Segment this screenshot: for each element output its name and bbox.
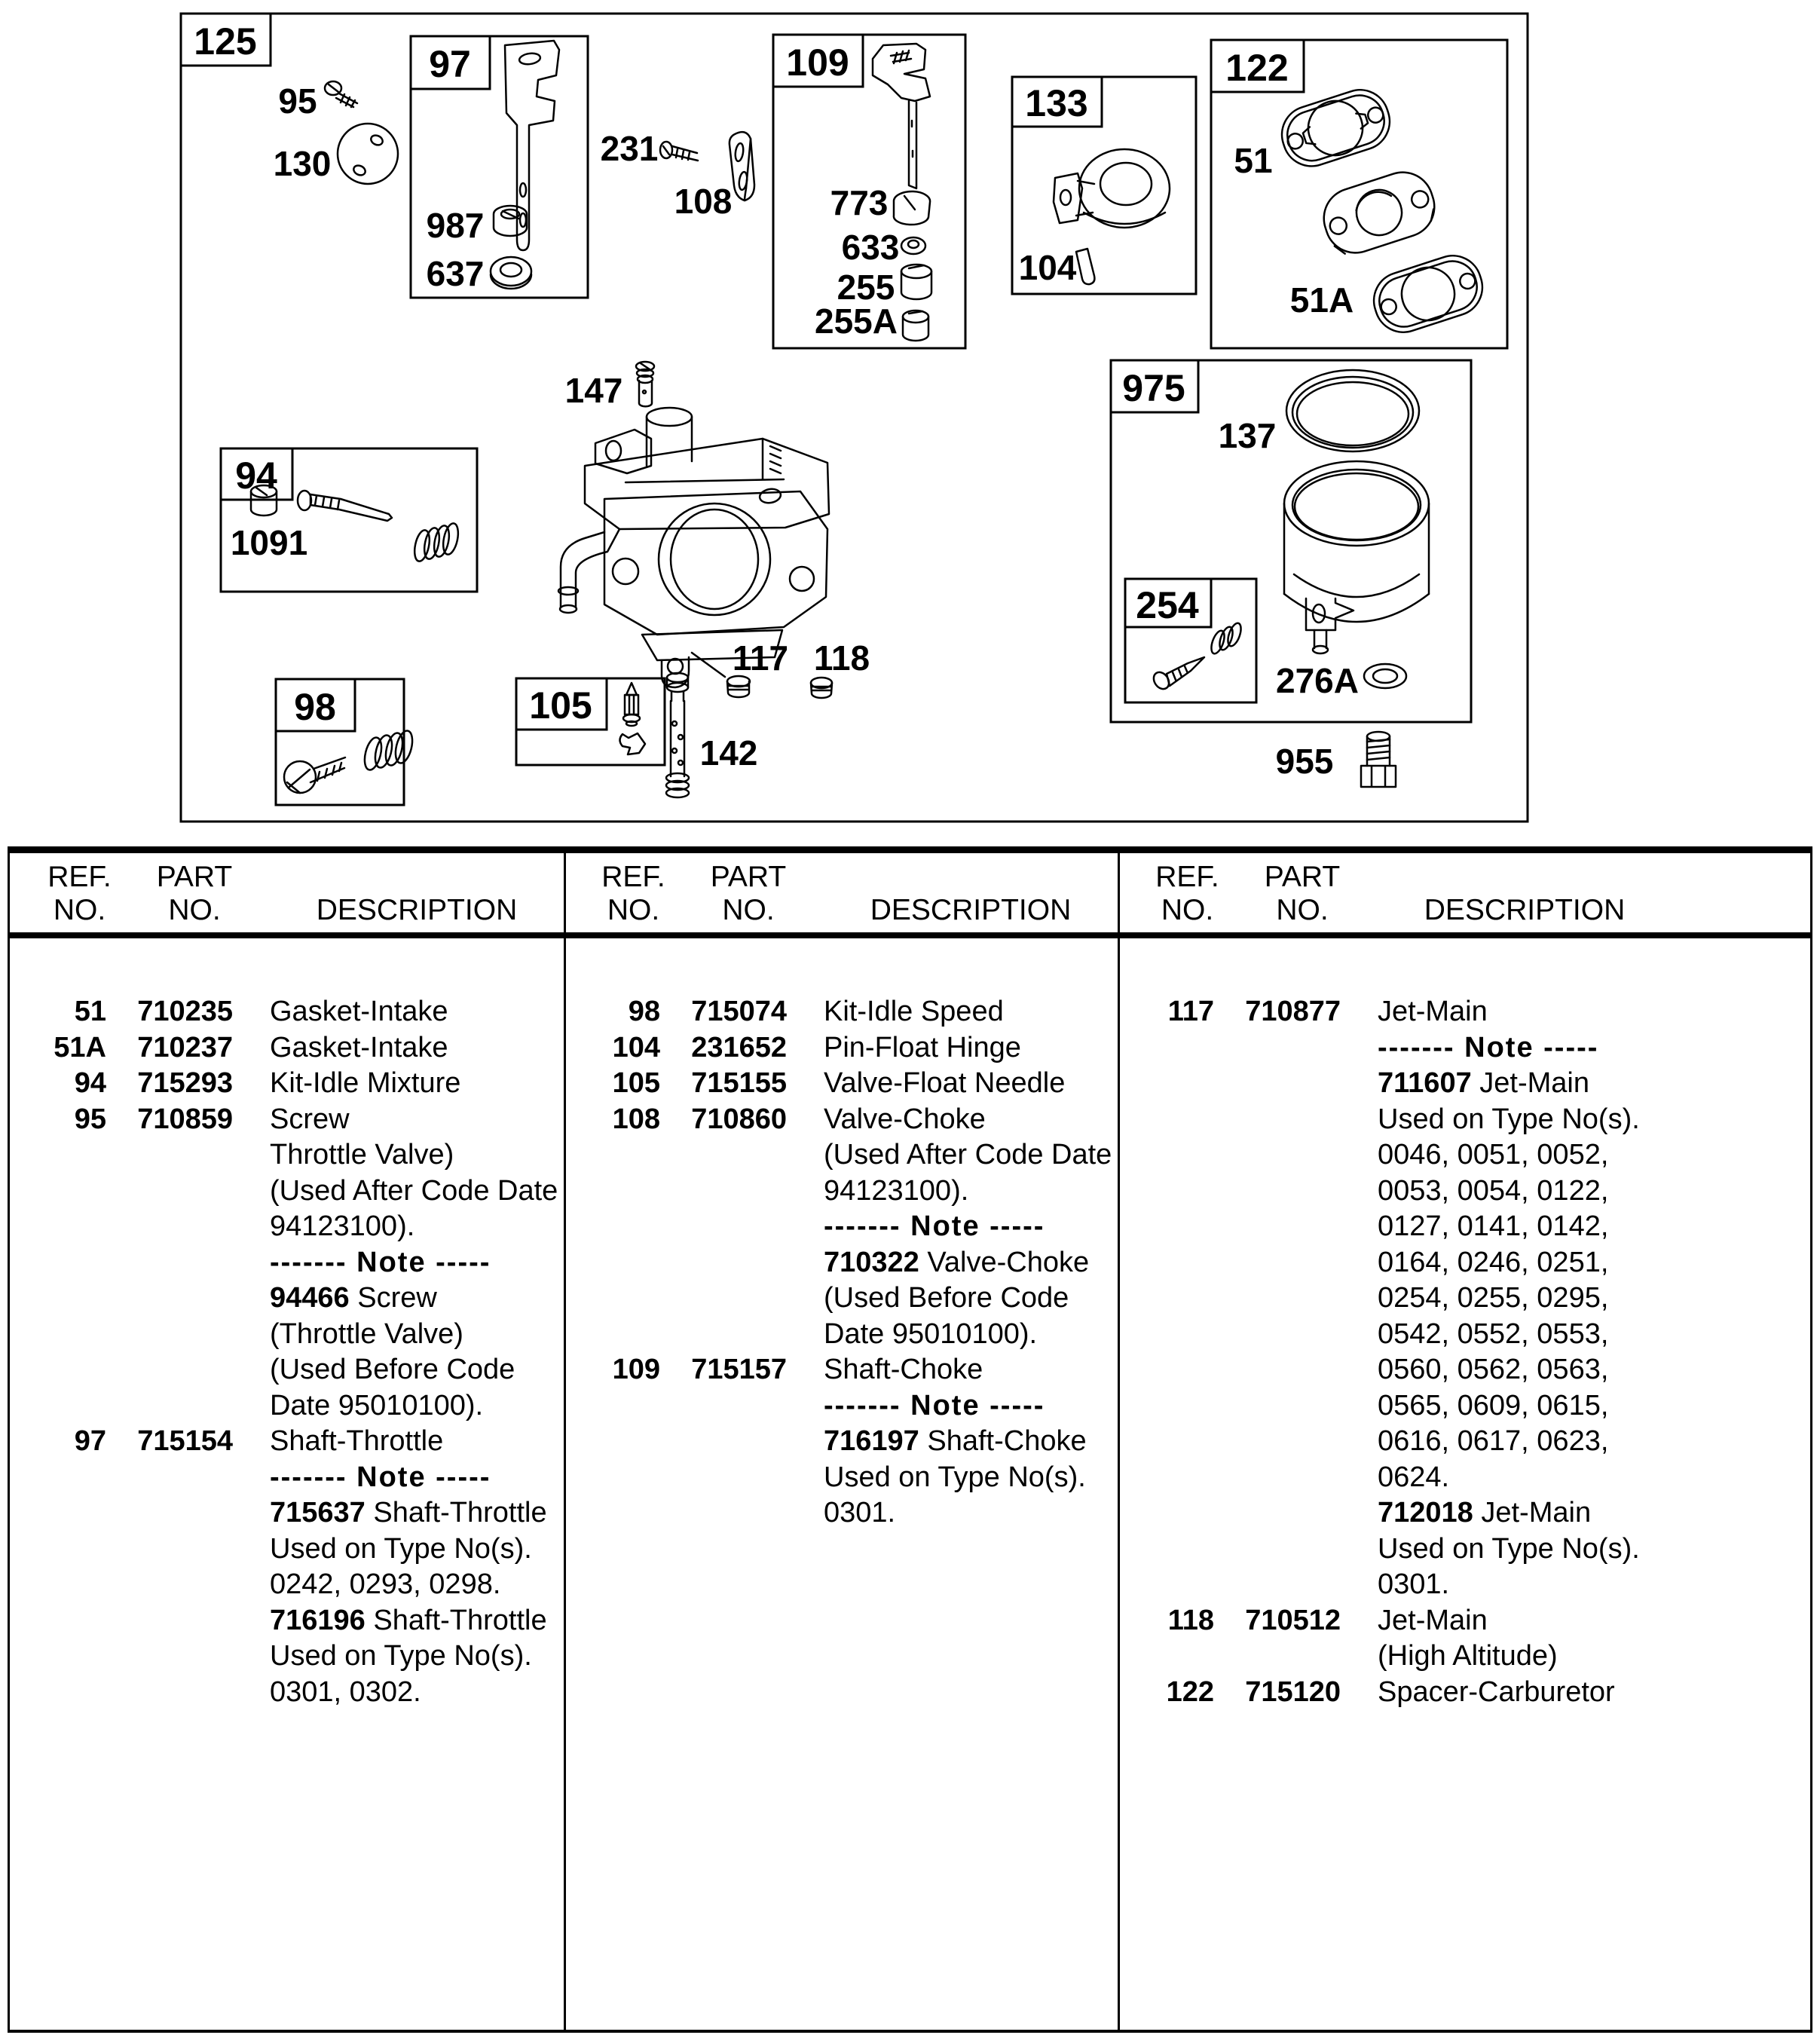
callout-104: 104 bbox=[1018, 248, 1077, 287]
table-line bbox=[1118, 1675, 1672, 1711]
description-header: DESCRIPTION bbox=[870, 894, 1072, 926]
part-no: 710512 bbox=[1245, 1604, 1341, 1636]
column-header bbox=[10, 853, 564, 932]
callout-51A: 51A bbox=[1289, 280, 1354, 320]
table-line bbox=[10, 1281, 564, 1317]
ref-no: 117 bbox=[1167, 996, 1214, 1027]
callout-254: 254 bbox=[1136, 584, 1199, 626]
callout-773: 773 bbox=[830, 183, 889, 222]
description: Date 95010100). bbox=[270, 1389, 484, 1421]
description: Used on Type No(s). bbox=[1378, 1532, 1640, 1565]
table-line bbox=[564, 1424, 1118, 1460]
description: 711607 Jet-Main bbox=[1378, 1067, 1589, 1099]
idle-speed-screw-drawing bbox=[284, 757, 345, 793]
callout-987: 987 bbox=[426, 206, 485, 245]
description: 94123100). bbox=[824, 1174, 969, 1207]
description: 0301, 0302. bbox=[270, 1675, 421, 1708]
table-line bbox=[10, 1567, 564, 1603]
table-line bbox=[1118, 1495, 1672, 1532]
description: Shaft-Throttle bbox=[270, 1425, 444, 1457]
part-no: 715293 bbox=[137, 1067, 233, 1099]
callout-118: 118 bbox=[813, 638, 870, 678]
table-line bbox=[10, 1495, 564, 1532]
callout-box-109 bbox=[773, 35, 965, 348]
callout-133: 133 bbox=[1025, 82, 1088, 124]
description: (High Altitude) bbox=[1378, 1640, 1558, 1672]
table-line bbox=[1118, 1174, 1672, 1210]
part-no: 231652 bbox=[691, 1031, 787, 1063]
description: (Used After Code Date bbox=[270, 1174, 558, 1207]
description: 710322 Valve-Choke bbox=[824, 1246, 1090, 1278]
description: 0301. bbox=[1378, 1568, 1450, 1600]
description: Throttle Valve) bbox=[270, 1139, 454, 1171]
table-line bbox=[10, 1317, 564, 1353]
table-line bbox=[10, 994, 564, 1030]
description: 0542, 0552, 0553, bbox=[1378, 1317, 1609, 1350]
callout-109: 109 bbox=[786, 41, 849, 84]
description: Used on Type No(s). bbox=[824, 1461, 1086, 1493]
diagram-border bbox=[181, 14, 1528, 822]
description-header: DESCRIPTION bbox=[1424, 894, 1626, 926]
callout-box-98 bbox=[276, 679, 415, 805]
description: 716196 Shaft-Throttle bbox=[270, 1604, 547, 1636]
ref-no: 51 bbox=[74, 996, 106, 1027]
table-line bbox=[564, 1066, 1118, 1102]
part-no: 715120 bbox=[1245, 1675, 1341, 1708]
callout-231: 231 bbox=[600, 129, 659, 168]
callout-box-97 bbox=[411, 36, 588, 298]
table-line bbox=[1118, 1532, 1672, 1568]
table-line bbox=[10, 1245, 564, 1281]
description: Gasket-Intake bbox=[270, 996, 448, 1027]
description: (Used Before Code bbox=[270, 1354, 515, 1385]
callout-94: 94 bbox=[235, 454, 277, 497]
part-no: 710860 bbox=[691, 1103, 787, 1135]
table-column-1 bbox=[10, 853, 564, 2030]
description: Valve-Float Needle bbox=[824, 1067, 1066, 1099]
ref-no: 122 bbox=[1166, 1675, 1214, 1708]
description: (Used After Code Date bbox=[824, 1139, 1112, 1171]
callout-147: 147 bbox=[564, 371, 623, 410]
ref-no: 118 bbox=[1167, 1604, 1214, 1636]
table-line bbox=[564, 1174, 1118, 1210]
clamp-133-drawing bbox=[1054, 149, 1170, 228]
description: 0616, 0617, 0623, bbox=[1378, 1425, 1609, 1457]
callout-137: 137 bbox=[1218, 416, 1277, 455]
callout-633: 633 bbox=[841, 228, 900, 267]
float-needle-drawing bbox=[620, 683, 646, 754]
spacer-122-drawing bbox=[1316, 164, 1442, 261]
column-header bbox=[564, 853, 1118, 932]
ref-header: REF. bbox=[1155, 861, 1219, 893]
ref-no: 98 bbox=[628, 996, 660, 1027]
seal-987-drawing bbox=[494, 206, 527, 236]
part-no: 710235 bbox=[137, 996, 233, 1027]
ref-no: 97 bbox=[74, 1425, 106, 1457]
idle-speed-spring-drawing bbox=[362, 729, 415, 772]
table-line bbox=[10, 1174, 564, 1210]
table-line bbox=[1118, 1317, 1672, 1353]
description: 94123100). bbox=[270, 1210, 415, 1242]
description: Valve-Choke bbox=[824, 1103, 986, 1135]
bushing-255A-drawing bbox=[903, 311, 928, 341]
description: (Used Before Code bbox=[824, 1282, 1069, 1314]
callout-255A: 255A bbox=[815, 301, 898, 341]
description: Used on Type No(s). bbox=[1378, 1103, 1640, 1135]
description: 0242, 0293, 0298. bbox=[270, 1568, 501, 1600]
description: ------- Note ----- bbox=[270, 1461, 491, 1493]
table-line bbox=[10, 1532, 564, 1568]
exploded-parts-diagram bbox=[0, 0, 1820, 837]
part-no: 715154 bbox=[137, 1425, 233, 1457]
table-line bbox=[564, 1388, 1118, 1424]
table-line bbox=[1118, 1639, 1672, 1675]
description-header: DESCRIPTION bbox=[316, 894, 518, 926]
ref-no: 94 bbox=[74, 1067, 106, 1099]
description: Used on Type No(s). bbox=[270, 1532, 532, 1565]
ref-header-2: NO. bbox=[1161, 894, 1214, 926]
description: 0046, 0051, 0052, bbox=[1378, 1139, 1609, 1171]
table-line bbox=[10, 1066, 564, 1102]
table-line bbox=[10, 1639, 564, 1675]
washer-276A-drawing bbox=[1364, 664, 1406, 688]
callout-box-122 bbox=[1211, 40, 1507, 348]
table-line bbox=[1118, 1030, 1672, 1066]
description: Kit-Idle Speed bbox=[824, 996, 1004, 1027]
callout-142: 142 bbox=[699, 733, 758, 773]
description: 716197 Shaft-Choke bbox=[824, 1425, 1087, 1457]
ref-header-2: NO. bbox=[607, 894, 660, 926]
callout-box-254 bbox=[1125, 579, 1256, 702]
description: Spacer-Carburetor bbox=[1378, 1675, 1615, 1708]
choke-plate-108-drawing bbox=[730, 132, 754, 200]
table-rows bbox=[1118, 994, 1672, 1710]
callout-box-125 bbox=[181, 14, 271, 66]
table-line bbox=[564, 1245, 1118, 1281]
description: 0053, 0054, 0122, bbox=[1378, 1174, 1609, 1207]
table-line bbox=[1118, 1460, 1672, 1496]
description: Date 95010100). bbox=[824, 1317, 1038, 1350]
description: Gasket-Intake bbox=[270, 1031, 448, 1063]
table-line bbox=[1118, 1209, 1672, 1245]
table-line bbox=[1118, 1424, 1672, 1460]
callout-255: 255 bbox=[837, 268, 895, 307]
idle-mixture-spring-drawing bbox=[412, 522, 460, 563]
parts-table bbox=[8, 846, 1812, 2033]
description: ------- Note ----- bbox=[1378, 1031, 1599, 1063]
description: (Throttle Valve) bbox=[270, 1317, 463, 1350]
description: Pin-Float Hinge bbox=[824, 1031, 1021, 1063]
part-no: 715155 bbox=[691, 1067, 787, 1099]
ref-no: 108 bbox=[612, 1103, 660, 1135]
bearing-637-drawing bbox=[491, 257, 531, 289]
description: 0301. bbox=[824, 1497, 896, 1529]
description: 715637 Shaft-Throttle bbox=[270, 1497, 547, 1529]
table-line bbox=[10, 1352, 564, 1388]
choke-shaft-drawing bbox=[873, 44, 930, 188]
part-header-2: NO. bbox=[722, 894, 775, 926]
needle-254-drawing bbox=[1151, 622, 1243, 692]
bowl-bolt-955-drawing bbox=[1361, 732, 1396, 787]
float-bowl-drawing bbox=[1284, 461, 1429, 653]
description: Used on Type No(s). bbox=[270, 1640, 532, 1672]
table-line bbox=[1118, 1066, 1672, 1102]
callout-97: 97 bbox=[429, 43, 471, 85]
screw-95-drawing bbox=[325, 81, 357, 107]
table-line bbox=[564, 1102, 1118, 1138]
description: 0565, 0609, 0615, bbox=[1378, 1389, 1609, 1421]
bowl-gasket-137-drawing bbox=[1286, 370, 1419, 451]
table-column-2 bbox=[564, 853, 1118, 2030]
part-header: PART bbox=[1264, 861, 1341, 893]
part-no: 710237 bbox=[137, 1031, 233, 1063]
table-line bbox=[10, 1603, 564, 1639]
ref-no: 104 bbox=[612, 1031, 660, 1063]
description: Jet-Main bbox=[1378, 996, 1488, 1027]
description: ------- Note ----- bbox=[824, 1389, 1045, 1421]
throttle-plate-130-drawing bbox=[338, 124, 398, 184]
gasket-51A-drawing bbox=[1366, 248, 1490, 339]
callout-117: 117 bbox=[732, 638, 789, 678]
ref-header-2: NO. bbox=[53, 894, 106, 926]
table-rows bbox=[10, 994, 564, 1710]
table-line bbox=[564, 1460, 1118, 1496]
part-no: 715074 bbox=[691, 996, 787, 1027]
table-line bbox=[564, 1352, 1118, 1388]
description: 712018 Jet-Main bbox=[1378, 1497, 1592, 1529]
callout-box-94 bbox=[221, 448, 477, 592]
part-header-2: NO. bbox=[168, 894, 221, 926]
table-line bbox=[564, 1137, 1118, 1174]
table-line bbox=[10, 1030, 564, 1066]
jet-tube-142-drawing bbox=[666, 673, 689, 797]
callout-130: 130 bbox=[273, 144, 332, 183]
ref-no: 95 bbox=[74, 1103, 106, 1135]
idle-mixture-needle-drawing bbox=[298, 491, 392, 521]
description: Shaft-Choke bbox=[824, 1354, 983, 1385]
table-line bbox=[1118, 1352, 1672, 1388]
table-line bbox=[564, 1495, 1118, 1532]
description: 0254, 0255, 0295, bbox=[1378, 1282, 1609, 1314]
table-line bbox=[564, 1209, 1118, 1245]
callout-box-105 bbox=[516, 678, 665, 765]
description: 0127, 0141, 0142, bbox=[1378, 1210, 1609, 1242]
description: Screw bbox=[270, 1103, 350, 1135]
callout-955: 955 bbox=[1275, 742, 1334, 781]
description: 94466 Screw bbox=[270, 1282, 437, 1314]
callout-637: 637 bbox=[426, 254, 485, 293]
description: 0560, 0562, 0563, bbox=[1378, 1354, 1609, 1385]
part-header-2: NO. bbox=[1276, 894, 1329, 926]
washer-633-drawing bbox=[901, 237, 925, 254]
carburetor-body-drawing bbox=[558, 408, 829, 687]
table-line bbox=[10, 1209, 564, 1245]
ref-no: 51A bbox=[54, 1031, 106, 1063]
description: Jet-Main bbox=[1378, 1604, 1488, 1636]
jet-main-118-drawing bbox=[811, 678, 832, 698]
table-rows bbox=[564, 994, 1118, 1532]
table-line bbox=[564, 1317, 1118, 1353]
table-line bbox=[1118, 1137, 1672, 1174]
jet-main-117-drawing bbox=[727, 676, 750, 697]
table-line bbox=[1118, 1102, 1672, 1138]
description: ------- Note ----- bbox=[824, 1210, 1045, 1242]
table-line bbox=[1118, 1245, 1672, 1281]
ref-header: REF. bbox=[601, 861, 665, 893]
table-line bbox=[10, 1460, 564, 1496]
part-no: 715157 bbox=[691, 1354, 787, 1385]
screw-147-drawing bbox=[636, 362, 654, 406]
table-line bbox=[1118, 1567, 1672, 1603]
description: 0164, 0246, 0251, bbox=[1378, 1246, 1609, 1278]
table-line bbox=[1118, 1281, 1672, 1317]
ref-no: 105 bbox=[612, 1067, 660, 1099]
table-line bbox=[10, 1102, 564, 1138]
seal-773-drawing bbox=[894, 191, 930, 225]
table-line bbox=[564, 1030, 1118, 1066]
ref-header: REF. bbox=[47, 861, 112, 893]
callout-975: 975 bbox=[1122, 367, 1185, 409]
callout-95: 95 bbox=[278, 81, 317, 121]
callout-105: 105 bbox=[529, 684, 592, 727]
description: Kit-Idle Mixture bbox=[270, 1067, 461, 1099]
bushing-255-drawing bbox=[901, 265, 931, 299]
part-header: PART bbox=[710, 861, 787, 893]
table-line bbox=[1118, 994, 1672, 1030]
table-column-3 bbox=[1118, 853, 1672, 2030]
callout-122: 122 bbox=[1225, 47, 1289, 89]
description: 0624. bbox=[1378, 1461, 1450, 1493]
table-line bbox=[564, 1281, 1118, 1317]
table-line bbox=[10, 1137, 564, 1174]
callout-1091: 1091 bbox=[230, 523, 308, 562]
callout-box-133 bbox=[1012, 77, 1196, 294]
ref-no: 109 bbox=[612, 1354, 660, 1385]
description: ------- Note ----- bbox=[270, 1246, 491, 1278]
table-line bbox=[1118, 1603, 1672, 1639]
callout-108: 108 bbox=[674, 182, 733, 221]
callout-box-975 bbox=[1111, 360, 1471, 722]
part-no: 710859 bbox=[137, 1103, 233, 1135]
gasket-51-drawing bbox=[1274, 82, 1397, 173]
table-line bbox=[10, 1675, 564, 1711]
leader-line-117 bbox=[692, 653, 725, 677]
part-no: 710877 bbox=[1245, 996, 1341, 1027]
pin-104-drawing bbox=[1076, 249, 1094, 284]
table-line bbox=[10, 1424, 564, 1460]
screw-231-drawing bbox=[660, 142, 698, 161]
column-header bbox=[1118, 853, 1672, 932]
callout-51: 51 bbox=[1234, 141, 1273, 180]
table-line bbox=[564, 994, 1118, 1030]
part-header: PART bbox=[156, 861, 233, 893]
callout-98: 98 bbox=[294, 686, 336, 728]
callout-276A: 276A bbox=[1276, 661, 1359, 700]
table-line bbox=[1118, 1388, 1672, 1424]
table-line bbox=[10, 1388, 564, 1424]
callout-125: 125 bbox=[194, 20, 257, 63]
